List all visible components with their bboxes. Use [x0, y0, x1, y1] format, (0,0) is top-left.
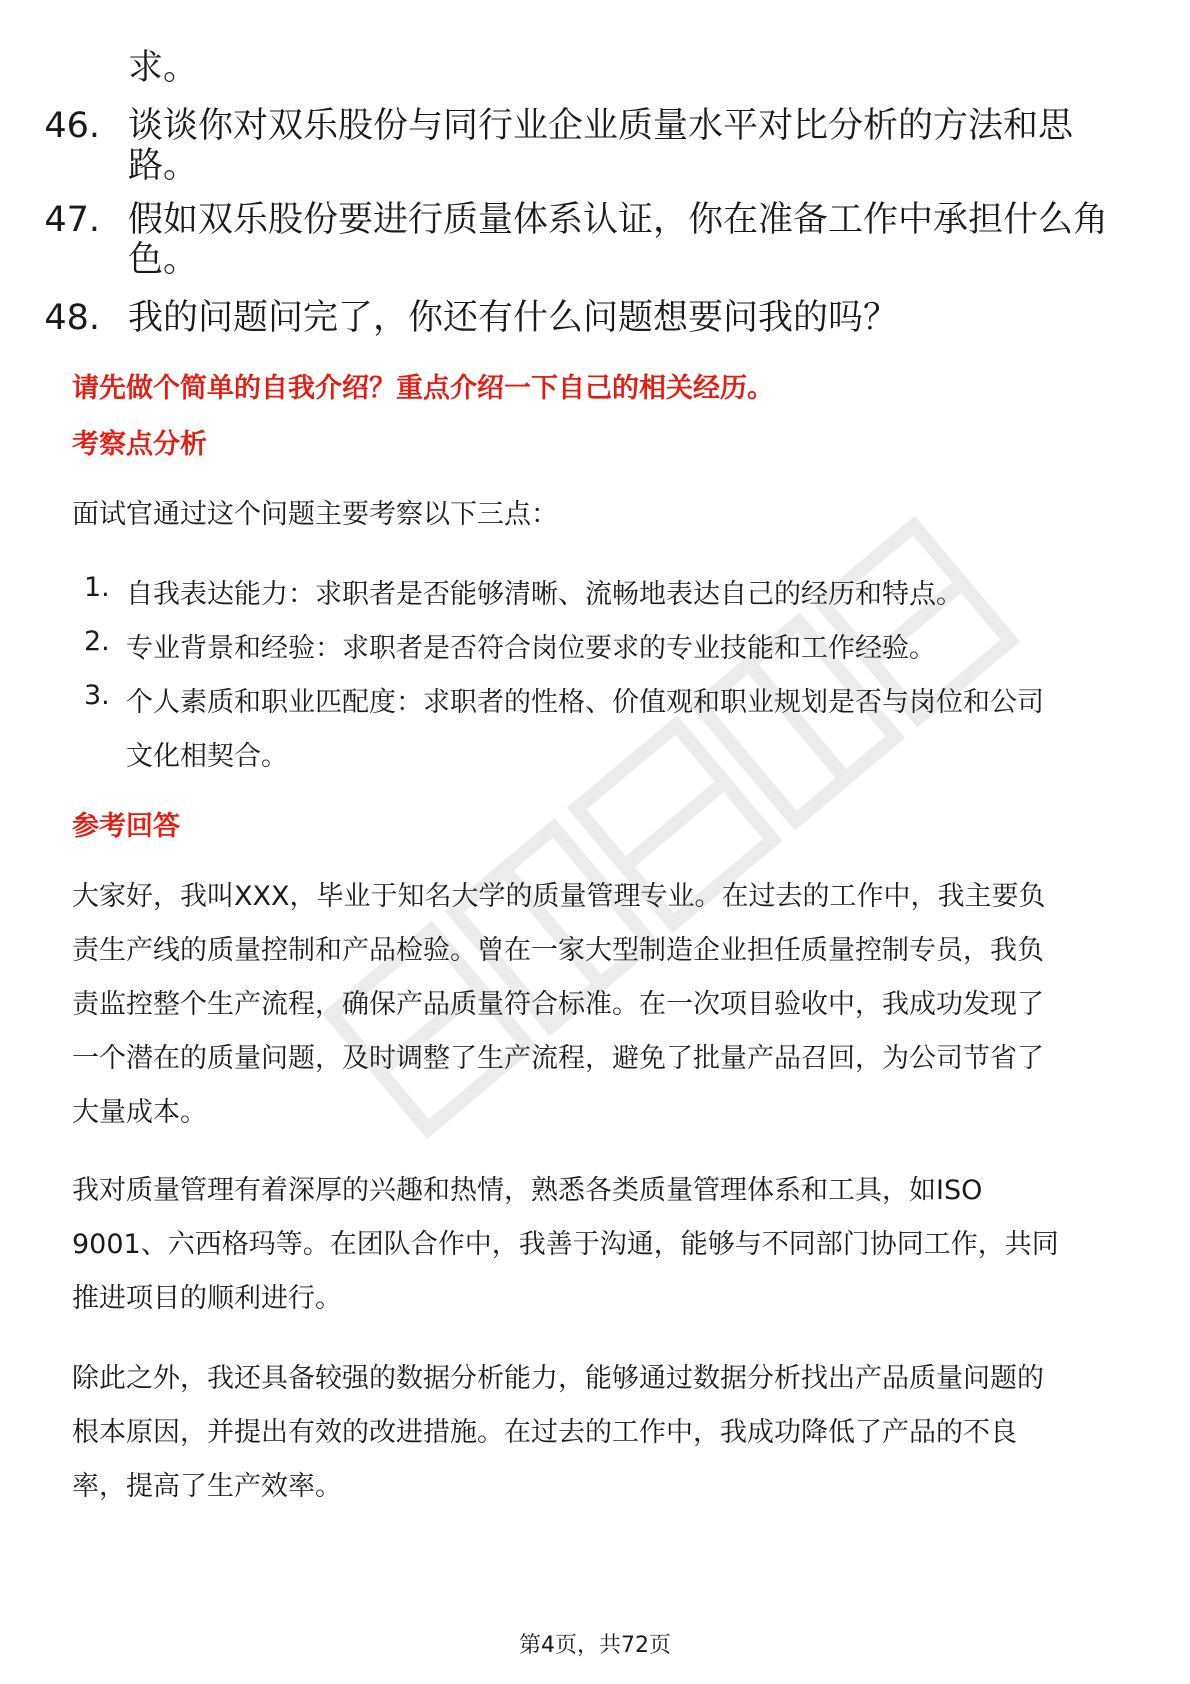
paragraph-line: 推进项目的顺利进行。: [72, 1283, 342, 1314]
question-text: 我的问题问完了，你还有什么问题想要问我的吗？: [128, 298, 899, 338]
analysis-intro: 面试官通过这个问题主要考察以下三点：: [72, 499, 558, 530]
list-number: 3.: [84, 680, 110, 711]
paragraph-line: 9001、六西格玛等。在团队合作中，我善于沟通，能够与不同部门协同工作，共同: [72, 1229, 1059, 1260]
list-text: 专业背景和经验：求职者是否符合岗位要求的专业技能和工作经验。: [126, 633, 936, 664]
paragraph-line: 一个潜在的质量问题，及时调整了生产流程，避免了批量产品召回，为公司节省了: [72, 1043, 1044, 1074]
list-number: 2.: [84, 626, 110, 657]
paragraph-line: 责监控整个生产流程，确保产品质量符合标准。在一次项目验收中，我成功发现了: [72, 989, 1044, 1020]
analysis-heading: 考察点分析: [72, 429, 207, 460]
question-number: 47.: [44, 200, 100, 240]
paragraph-line: 我对质量管理有着深厚的兴趣和热情，熟悉各类质量管理体系和工具，如ISO: [72, 1175, 983, 1206]
question-number: 46.: [44, 106, 100, 146]
question-text: 色。: [128, 240, 199, 280]
question-text: 求。: [128, 48, 199, 88]
list-number: 1.: [84, 572, 110, 603]
question-number: 48.: [44, 298, 100, 338]
question-title: 请先做个简单的自我介绍？重点介绍一下自己的相关经历。: [72, 373, 774, 404]
list-text: 自我表达能力：求职者是否能够清晰、流畅地表达自己的经历和特点。: [126, 579, 963, 610]
paragraph-line: 率，提高了生产效率。: [72, 1471, 342, 1502]
paragraph-line: 责生产线的质量控制和产品检验。曾在一家大型制造企业担任质量控制专员，我负: [72, 935, 1044, 966]
paragraph-line: 除此之外，我还具备较强的数据分析能力，能够通过数据分析找出产品质量问题的: [72, 1363, 1044, 1394]
answer-heading: 参考回答: [72, 811, 180, 842]
list-text: 文化相契合。: [126, 741, 288, 772]
list-text: 个人素质和职业匹配度：求职者的性格、价值观和职业规划是否与岗位和公司: [126, 687, 1044, 718]
watermark-logo: [250, 420, 1070, 1240]
question-text: 谈谈你对双乐股份与同行业企业质量水平对比分析的方法和思: [128, 106, 1074, 146]
question-text: 路。: [128, 146, 199, 186]
paragraph-line: 大家好，我叫XXX，毕业于知名大学的质量管理专业。在过去的工作中，我主要负: [72, 881, 1046, 912]
paragraph-line: 根本原因，并提出有效的改进措施。在过去的工作中，我成功降低了产品的不良: [72, 1417, 1017, 1448]
question-text: 假如双乐股份要进行质量体系认证，你在准备工作中承担什么角: [128, 200, 1109, 240]
page-footer: 第4页，共72页: [519, 1633, 671, 1658]
paragraph-line: 大量成本。: [72, 1097, 207, 1128]
